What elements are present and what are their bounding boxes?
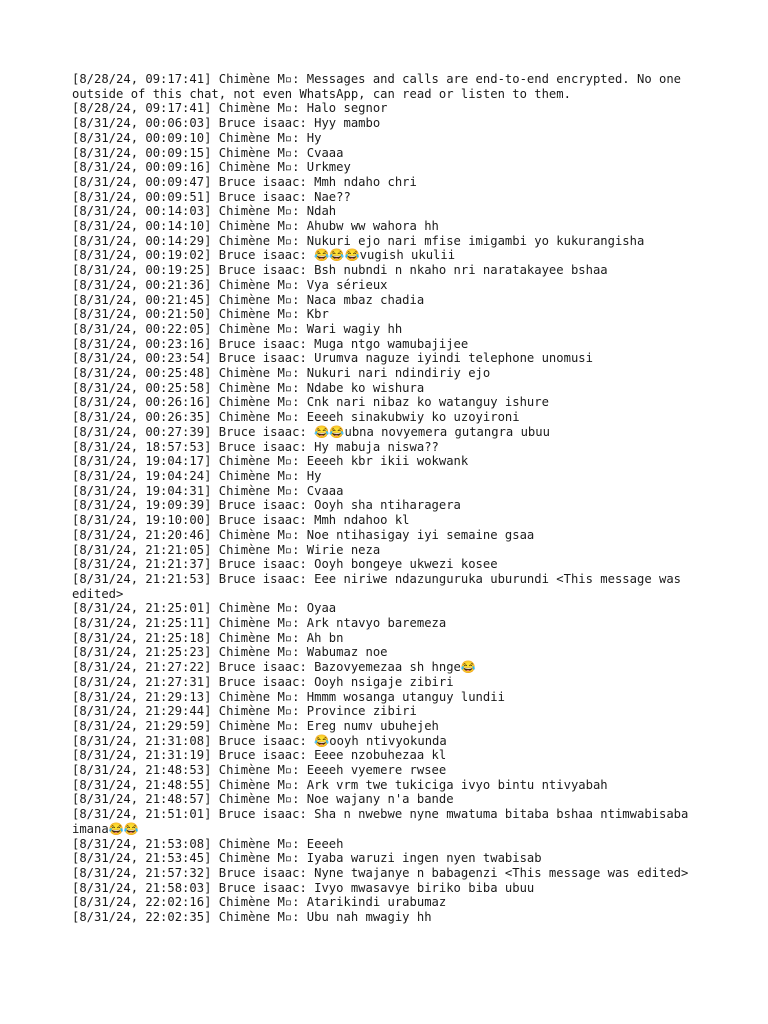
message-line: [8/28/24, 09:17:41] Chimène M▫: Messages and calls are end-to-end encrypted. No one outside of this chat, not even WhatsApp, can read or listen to them. xyxy=(72,72,689,101)
message-line: [8/31/24, 21:29:59] Chimène M▫: Ereg numv ubuhejeh xyxy=(72,718,439,733)
message-line: [8/31/24, 00:19:02] Bruce isaac: 😂😂😂vugish ukulii xyxy=(72,248,456,263)
message-line: [8/31/24, 00:26:16] Chimène M▫: Cnk nari nibaz ko watanguy ishure xyxy=(72,395,549,410)
message-line: [8/31/24, 21:53:08] Chimène M▫: Eeeeh xyxy=(72,836,344,851)
message-line: [8/31/24, 21:25:18] Chimène M▫: Ah bn xyxy=(72,630,344,645)
message-line: [8/31/24, 00:14:10] Chimène M▫: Ahubw ww wahora hh xyxy=(72,219,439,234)
message-line: [8/31/24, 00:21:36] Chimène M▫: Vya sérieux xyxy=(72,277,388,292)
message-line: [8/31/24, 00:21:45] Chimène M▫: Naca mbaz chadia xyxy=(72,292,425,307)
message-line: [8/31/24, 00:27:39] Bruce isaac: 😂😂ubna novyemera gutangra ubuu xyxy=(72,424,550,439)
message-line: [8/28/24, 09:17:41] Chimène M▫: Halo segnor xyxy=(72,101,388,116)
message-line: [8/31/24, 00:25:58] Chimène M▫: Ndabe ko wishura xyxy=(72,380,425,395)
message-line: [8/31/24, 21:29:44] Chimène M▫: Province zibiri xyxy=(72,704,417,719)
message-line: [8/31/24, 00:26:35] Chimène M▫: Eeeeh sinakubwiy ko uzoyironi xyxy=(72,410,520,425)
message-line: [8/31/24, 19:04:31] Chimène M▫: Cvaaa xyxy=(72,483,344,498)
message-line: [8/31/24, 00:09:16] Chimène M▫: Urkmey xyxy=(72,160,351,175)
message-line: [8/31/24, 21:31:08] Bruce isaac: 😂ooyh ntivyokunda xyxy=(72,733,447,748)
message-line: [8/31/24, 00:14:29] Chimène M▫: Nukuri ejo nari mfise imigambi yo kukurangisha xyxy=(72,233,645,248)
message-line: [8/31/24, 21:27:22] Bruce isaac: Bazovyemezaa sh hnge😂 xyxy=(72,660,477,675)
message-line: [8/31/24, 21:53:45] Chimène M▫: Iyaba waruzi ingen nyen twabisab xyxy=(72,851,542,866)
message-line: [8/31/24, 21:48:53] Chimène M▫: Eeeeh vyemere rwsee xyxy=(72,763,447,778)
message-line: [8/31/24, 00:21:50] Chimène M▫: Kbr xyxy=(72,307,329,322)
message-line: [8/31/24, 21:29:13] Chimène M▫: Hmmm wosanga utanguy lundii xyxy=(72,689,505,704)
message-line: [8/31/24, 00:09:15] Chimène M▫: Cvaaa xyxy=(72,145,344,160)
message-line: [8/31/24, 19:04:17] Chimène M▫: Eeeeh kbr ikii wokwank xyxy=(72,454,469,469)
message-line: [8/31/24, 00:19:25] Bruce isaac: Bsh nubndi n nkaho nri naratakayee bshaa xyxy=(72,263,608,278)
message-line: [8/31/24, 21:25:01] Chimène M▫: Oyaa xyxy=(72,601,337,616)
message-line: [8/31/24, 00:09:51] Bruce isaac: Nae?? xyxy=(72,189,351,204)
message-line: [8/31/24, 21:21:05] Chimène M▫: Wirie neza xyxy=(72,542,381,557)
message-line: [8/31/24, 19:09:39] Bruce isaac: Ooyh sha ntiharagera xyxy=(72,498,461,513)
message-line: [8/31/24, 21:21:37] Bruce isaac: Ooyh bongeye ukwezi kosee xyxy=(72,557,498,572)
message-line: [8/31/24, 21:25:23] Chimène M▫: Wabumaz noe xyxy=(72,645,388,660)
message-line: [8/31/24, 21:20:46] Chimène M▫: Noe ntihasigay iyi semaine gsaa xyxy=(72,527,535,542)
message-line: [8/31/24, 22:02:35] Chimène M▫: Ubu nah mwagiy hh xyxy=(72,910,432,925)
message-line: [8/31/24, 21:31:19] Bruce isaac: Eeee nzobuhezaa kl xyxy=(72,748,447,763)
message-line: [8/31/24, 00:06:03] Bruce isaac: Hyy mambo xyxy=(72,116,381,131)
message-line: [8/31/24, 00:23:16] Bruce isaac: Muga ntgo wamubajijee xyxy=(72,336,469,351)
chat-transcript xyxy=(72,72,712,925)
message-line: [8/31/24, 22:02:16] Chimène M▫: Atarikindi urabumaz xyxy=(72,895,447,910)
message-line: [8/31/24, 00:22:05] Chimène M▫: Wari wagiy hh xyxy=(72,321,403,336)
message-line: [8/31/24, 21:51:01] Bruce isaac: Sha n nwebwe nyne mwatuma bitaba bshaa ntimwabisaba imana😂😂 xyxy=(72,807,696,836)
message-line: [8/31/24, 00:14:03] Chimène M▫: Ndah xyxy=(72,204,337,219)
message-line: [8/31/24, 00:25:48] Chimène M▫: Nukuri nari ndindiriy ejo xyxy=(72,366,491,381)
message-line: [8/31/24, 21:48:57] Chimène M▫: Noe wajany n'a bande xyxy=(72,792,454,807)
message-line: [8/31/24, 21:57:32] Bruce isaac: Nyne twajanye n babagenzi <This message was edited> xyxy=(72,865,689,880)
message-line: [8/31/24, 21:25:11] Chimène M▫: Ark ntavyo baremeza xyxy=(72,616,447,631)
message-line: [8/31/24, 18:57:53] Bruce isaac: Hy mabuja niswa?? xyxy=(72,439,439,454)
message-line: [8/31/24, 00:09:10] Chimène M▫: Hy xyxy=(72,130,322,145)
message-line: [8/31/24, 00:09:47] Bruce isaac: Mmh ndaho chri xyxy=(72,174,417,189)
message-line: [8/31/24, 21:58:03] Bruce isaac: Ivyo mwasavye biriko biba ubuu xyxy=(72,880,535,895)
message-line: [8/31/24, 21:27:31] Bruce isaac: Ooyh nsigaje zibiri xyxy=(72,674,454,689)
message-line: [8/31/24, 21:21:53] Bruce isaac: Eee niriwe ndazunguruka uburundi <This message was edited> xyxy=(72,571,689,601)
message-line: [8/31/24, 00:23:54] Bruce isaac: Urumva naguze iyindi telephone unomusi xyxy=(72,351,593,366)
message-line: [8/31/24, 21:48:55] Chimène M▫: Ark vrm twe tukiciga ivyo bintu ntivyabah xyxy=(72,777,608,792)
message-line: [8/31/24, 19:10:00] Bruce isaac: Mmh ndahoo kl xyxy=(72,513,410,528)
message-line: [8/31/24, 19:04:24] Chimène M▫: Hy xyxy=(72,468,322,483)
